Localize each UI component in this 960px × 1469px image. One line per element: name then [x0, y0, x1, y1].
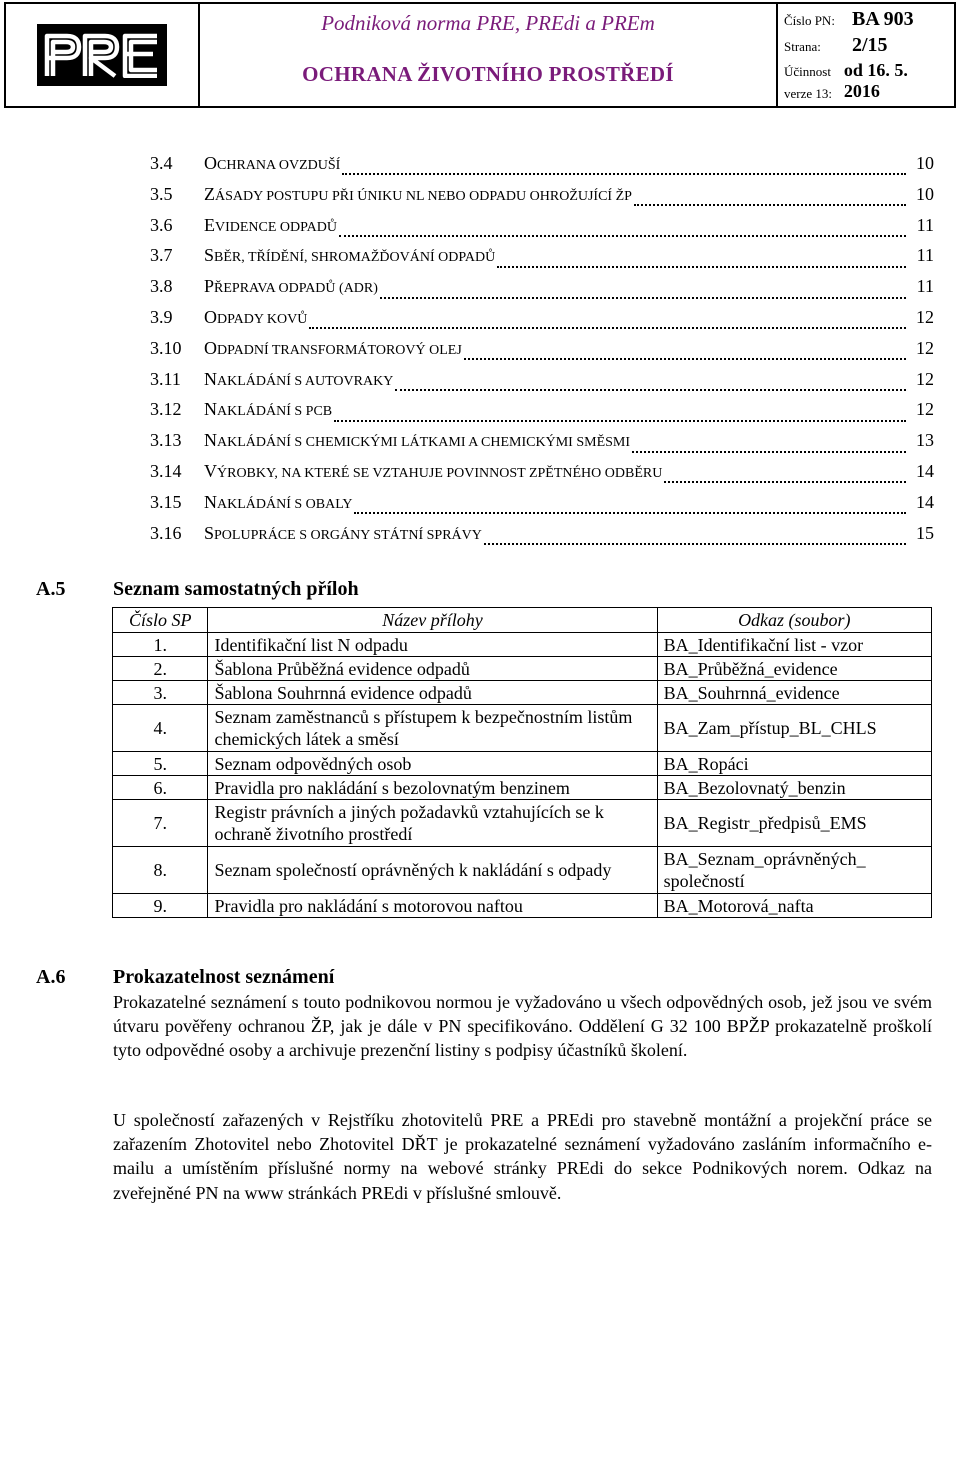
attachment-file-link[interactable]: BA_Ropáci: [657, 752, 931, 776]
toc-entry-page: 11: [916, 276, 934, 297]
attachment-name: Pravidla pro nakládání s bezolovnatým benzinem: [208, 776, 657, 800]
toc-entry[interactable]: [150, 487, 934, 518]
toc-entry-number: 3.6: [150, 214, 173, 235]
toc-dot-leader: [395, 375, 906, 391]
toc-entry-number: 3.8: [150, 276, 173, 297]
toc-entry-title: [204, 333, 462, 367]
toc-entry-page: 11: [916, 245, 934, 266]
toc-entry-page: 12: [916, 399, 934, 420]
section-title: Prokazatelnost seznámení: [113, 966, 335, 988]
paragraph: Prokazatelné seznámení s touto podnikovou normou je vyžadováno u všech odpovědných osob, jež jsou ve svém útvaru pověřeny ochranou ŽP, jak je dále v PN specifikováno. Oddělení G 32 100 BPŽP prokazatelně proškolí tyto odpovědné osoby a archivuje prezenční listiny s podpisy účastníků školení.: [113, 992, 932, 1061]
toc-entry-page: 12: [916, 337, 934, 358]
toc-entry-number: 3.10: [150, 337, 182, 358]
toc-entry-page: 11: [916, 214, 934, 235]
attachment-file-link[interactable]: BA_Bezolovnatý_benzin: [657, 776, 931, 800]
toc-entry[interactable]: [150, 518, 934, 549]
attachment-name: Seznam odpovědných osob: [208, 752, 657, 776]
toc-entry-title-rest: ŘEPRAVA ODPADŮ (ADR): [214, 281, 378, 297]
toc-entry-title: [204, 487, 352, 521]
toc-entry-title: [204, 425, 630, 459]
toc-entry[interactable]: [150, 210, 934, 241]
toc-dot-leader: [664, 467, 906, 483]
toc-entry-title-rest: VIDENCE ODPADŮ: [215, 219, 337, 235]
toc-entry-title-initial: O: [204, 153, 217, 173]
toc-entry-page: 10: [916, 153, 934, 173]
toc-entry-number: 3.4: [150, 153, 173, 173]
attachments-table: [112, 607, 932, 918]
toc-entry[interactable]: [150, 240, 934, 271]
toc-entry[interactable]: [150, 333, 934, 364]
attachment-number: 9.: [113, 894, 208, 918]
attachment-file-link[interactable]: BA_Identifikační list - vzor: [657, 633, 931, 657]
attachment-number: 3.: [113, 681, 208, 705]
pn-number-label: Číslo PN:: [784, 13, 835, 28]
toc-entry-page: 13: [916, 430, 934, 451]
attachment-name: Šablona Souhrnná evidence odpadů: [208, 681, 657, 705]
section-number: A.5: [36, 578, 66, 600]
toc-entry[interactable]: [150, 302, 934, 333]
toc-dot-leader: [334, 406, 906, 422]
version-label: verze 13:: [784, 86, 833, 101]
title-cell: [200, 4, 778, 106]
effective-date-label: Účinnost: [784, 64, 831, 79]
table-row: [113, 681, 932, 705]
attachment-name: Seznam společností oprávněných k nakládání s odpady: [208, 847, 657, 894]
toc-dot-leader: [380, 283, 906, 299]
toc-entry-page: 12: [916, 306, 934, 327]
toc-entry-page: 14: [916, 460, 934, 481]
attachment-name: Registr právních a jiných požadavků vztahujících se k ochraně životního prostředí: [208, 800, 657, 847]
toc-dot-leader: [342, 159, 906, 175]
attachment-file-link[interactable]: BA_Seznam_oprávněných_ společností: [657, 847, 931, 894]
toc-entry-title-initial: N: [204, 368, 217, 389]
toc-entry[interactable]: [150, 179, 934, 210]
toc-entry-title: [204, 518, 482, 552]
toc-entry-number: 3.12: [150, 399, 182, 420]
toc-dot-leader: [354, 498, 906, 514]
section-number: A.6: [36, 966, 66, 988]
column-header-name: Název přílohy: [208, 608, 657, 633]
pre-logo-icon: [43, 32, 161, 78]
logo-cell: [6, 4, 200, 106]
attachment-file-link[interactable]: BA_Souhrnná_evidence: [657, 681, 931, 705]
toc-entry-title-initial: N: [204, 491, 217, 512]
toc-entry-title: [204, 240, 495, 274]
toc-entry-number: 3.11: [150, 368, 181, 389]
page-number-row: [784, 34, 948, 60]
toc-entry-page: 15: [916, 522, 934, 543]
toc-dot-leader: [339, 221, 906, 237]
toc-entry-page: 12: [916, 368, 934, 389]
table-row: [113, 752, 932, 776]
page-number-label: Strana:: [784, 39, 821, 54]
attachment-file-link[interactable]: BA_Registr_předpisů_EMS: [657, 800, 931, 847]
toc-entry-title-rest: AKLÁDÁNÍ S OBALY: [217, 496, 353, 512]
toc-entry-number: 3.9: [150, 306, 173, 327]
toc-entry[interactable]: [150, 425, 934, 456]
document-title: OCHRANA ŽIVOTNÍHO PROSTŘEDÍ: [302, 61, 674, 86]
toc-entry-title-initial: P: [204, 276, 215, 297]
toc-entry-number: 3.13: [150, 430, 182, 451]
toc-dot-leader: [464, 344, 906, 360]
pre-logo: [37, 24, 167, 86]
effective-date-value: od 16. 5. 2016: [843, 60, 908, 101]
toc-entry-title: [204, 271, 378, 305]
toc-entry[interactable]: [150, 364, 934, 395]
toc-entry-title: [204, 179, 632, 213]
toc-dot-leader: [634, 190, 906, 206]
toc-entry-page: 14: [916, 491, 934, 512]
toc-entry-title-initial: O: [204, 306, 217, 327]
toc-entry-number: 3.15: [150, 491, 182, 512]
table-header-row: [113, 608, 932, 633]
toc-entry-number: 3.5: [150, 183, 173, 204]
table-of-contents: [150, 148, 934, 548]
toc-dot-leader: [497, 252, 906, 268]
toc-entry-title-rest: AKLÁDÁNÍ S CHEMICKÝMI LÁTKAMI A CHEMICKÝMI SMĚSMI: [217, 435, 631, 451]
toc-entry-title-initial: E: [204, 214, 215, 235]
toc-dot-leader: [632, 437, 906, 453]
attachment-file-link[interactable]: BA_Motorová_nafta: [657, 894, 931, 918]
toc-entry-page: 10: [916, 183, 934, 204]
toc-dot-leader: [309, 313, 906, 329]
section-heading-a6: [36, 966, 334, 989]
toc-entry[interactable]: [150, 456, 934, 487]
toc-entry-number: 3.14: [150, 460, 182, 481]
section-title: Seznam samostatných příloh: [113, 578, 359, 600]
table-row: [113, 705, 932, 752]
toc-entry-title: [204, 148, 340, 182]
document-header: [4, 2, 956, 108]
paragraph: U společností zařazených v Rejstříku zhotovitelů PRE a PREdi pro stavebně montážní a projekční práce se zařazením Zhotovitel nebo Zhotovitel DŘT je prokazatelné seznámení vyžadováno zasláním informačního e-mailu a umístěním příslušné normy na webové stránky PREdi do sekce Podnikových norem. Odkaz na zveřejněné PN na www stránkách PREdi v příslušné smlouvě.: [113, 1110, 932, 1203]
version-row: [784, 86, 948, 106]
toc-entry-title: [204, 210, 337, 244]
page-number-value: 2/15: [852, 34, 888, 56]
toc-entry-title: [204, 302, 307, 336]
toc-entry-title-initial: N: [204, 399, 217, 420]
toc-entry[interactable]: [150, 394, 934, 425]
toc-entry-title: [204, 364, 393, 398]
section-heading-a5: [36, 578, 359, 601]
pn-number-row: [784, 8, 948, 34]
attachment-number: 1.: [113, 633, 208, 657]
attachment-name: Šablona Průběžná evidence odpadů: [208, 657, 657, 681]
toc-entry-title-rest: DPADNÍ TRANSFORMÁTOROVÝ OLEJ: [217, 342, 462, 358]
toc-entry[interactable]: [150, 148, 934, 179]
toc-entry-title: [204, 456, 662, 490]
toc-entry-title-rest: POLUPRÁCE S ORGÁNY STÁTNÍ SPRÁVY: [214, 527, 482, 543]
attachment-file-link[interactable]: BA_Zam_přístup_BL_CHLS: [657, 705, 931, 752]
toc-entry-title-rest: AKLÁDÁNÍ S PCB: [217, 404, 333, 420]
attachment-number: 5.: [113, 752, 208, 776]
attachment-file-link[interactable]: BA_Průběžná_evidence: [657, 657, 931, 681]
attachment-number: 8.: [113, 847, 208, 894]
toc-entry-title-rest: ÝROBKY, NA KTERÉ SE VZTAHUJE POVINNOST ZPĚTNÉHO ODBĚRU: [217, 465, 663, 481]
attachment-number: 4.: [113, 705, 208, 752]
toc-entry-title-rest: CHRANA OVZDUŠÍ: [217, 158, 341, 173]
table-row: [113, 894, 932, 918]
attachment-name: Identifikační list N odpadu: [208, 633, 657, 657]
column-header-number: Číslo SP: [113, 608, 208, 633]
table-row: [113, 657, 932, 681]
toc-entry-number: 3.16: [150, 522, 182, 543]
toc-entry-title-initial: O: [204, 337, 217, 358]
attachment-number: 2.: [113, 657, 208, 681]
toc-entry-title-rest: DPADY KOVŮ: [217, 311, 308, 327]
pn-number-value: BA 903: [852, 8, 914, 30]
toc-entry-title-initial: Z: [204, 183, 215, 204]
column-header-file: Odkaz (soubor): [657, 608, 931, 633]
toc-entry-title: [204, 394, 332, 428]
toc-entry-title-rest: ÁSADY POSTUPU PŘI ÚNIKU NL NEBO ODPADU OHROŽUJÍCÍ ŽP: [215, 188, 632, 204]
toc-dot-leader: [484, 529, 906, 545]
table-row: [113, 847, 932, 894]
attachment-number: 7.: [113, 800, 208, 847]
toc-entry-number: 3.7: [150, 245, 173, 266]
toc-entry-title-initial: V: [204, 460, 217, 481]
toc-entry-title-initial: N: [204, 430, 217, 451]
attachment-name: Seznam zaměstnanců s přístupem k bezpečnostním listům chemických látek a směsí: [208, 705, 657, 752]
toc-entry-title-rest: BĚR, TŘÍDĚNÍ, SHROMAŽĎOVÁNÍ ODPADŮ: [214, 250, 496, 266]
toc-entry-title-initial: S: [204, 522, 215, 543]
table-row: [113, 633, 932, 657]
document-info: [778, 4, 954, 106]
attachment-number: 6.: [113, 776, 208, 800]
toc-entry[interactable]: [150, 271, 934, 302]
attachment-name: Pravidla pro nakládání s motorovou naftou: [208, 894, 657, 918]
table-row: [113, 776, 932, 800]
toc-entry-title-initial: S: [204, 245, 215, 266]
norm-title: Podniková norma PRE, PREdi a PREm: [321, 10, 655, 35]
table-row: [113, 800, 932, 847]
toc-entry-title-rest: AKLÁDÁNÍ S AUTOVRAKY: [217, 373, 394, 389]
